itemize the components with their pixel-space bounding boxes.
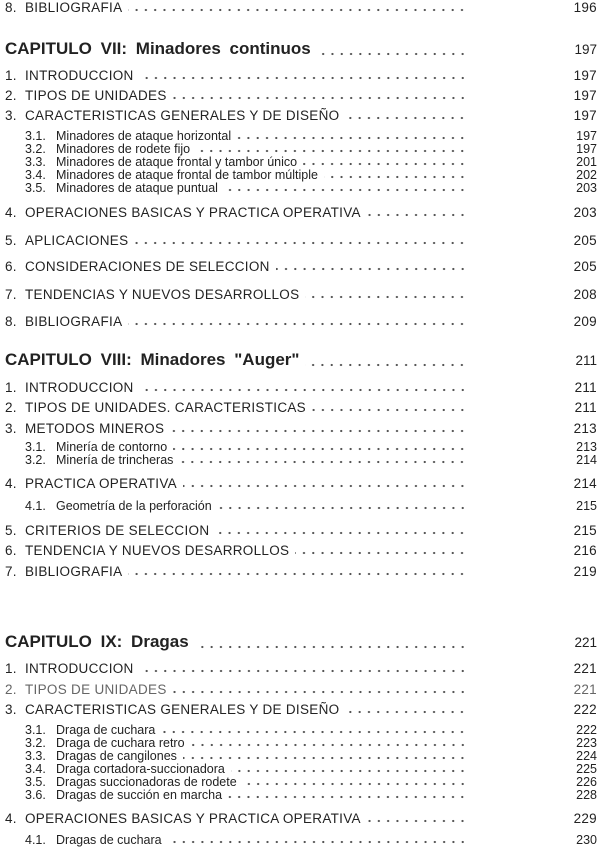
entry-title: Minadores de ataque frontal y tambor único — [56, 155, 298, 169]
dot-leader — [224, 188, 467, 192]
dot-leader — [295, 551, 467, 555]
page-number: 214 — [576, 453, 597, 467]
entry-number: 3.4. — [25, 168, 46, 182]
page-number: 226 — [576, 775, 597, 789]
page-number: 229 — [573, 811, 597, 826]
chapter-heading — [0, 632, 600, 652]
entry-number: 6. — [5, 259, 17, 274]
entry-title: PRACTICA OPERATIVA — [25, 476, 177, 491]
entry-title: OPERACIONES BASICAS Y PRACTICA OPERATIVA — [25, 205, 361, 220]
dot-leader — [195, 645, 467, 649]
entry-number: 3.2. — [25, 453, 46, 467]
toc-entry — [0, 476, 600, 491]
entry-number: 1. — [5, 68, 17, 83]
toc-entry — [0, 682, 600, 697]
dot-leader — [237, 136, 467, 140]
toc-entry — [0, 88, 600, 103]
page-number: 221 — [573, 661, 597, 676]
dot-leader — [303, 162, 467, 166]
page-number: 224 — [576, 749, 597, 763]
page-number: 211 — [575, 353, 597, 368]
entry-number: 5. — [5, 523, 17, 538]
entry-number: 5. — [5, 233, 17, 248]
entry-number: 1. — [5, 380, 17, 395]
toc-entry — [0, 661, 600, 676]
dot-leader — [231, 769, 467, 773]
entry-number: 3.2. — [25, 736, 46, 750]
dot-leader — [128, 322, 467, 326]
entry-number: 3.3. — [25, 749, 46, 763]
page-number: 216 — [573, 543, 597, 558]
page-number: 197 — [573, 88, 597, 103]
entry-title: Geometría de la perforación — [56, 499, 212, 513]
page-number: 197 — [573, 108, 597, 123]
page-number: 203 — [576, 181, 597, 195]
dot-leader — [305, 363, 467, 367]
entry-title: TIPOS DE UNIDADES — [25, 88, 167, 103]
toc-entry — [0, 811, 600, 826]
entry-title: CRITERIOS DE SELECCION — [25, 523, 210, 538]
page-number: 219 — [573, 564, 597, 579]
toc-entry — [0, 129, 600, 143]
toc-entry — [0, 108, 600, 123]
toc-entry — [0, 736, 600, 750]
dot-leader — [140, 388, 467, 392]
page-number: 209 — [573, 314, 597, 329]
entry-title: BIBLIOGRAFIA — [25, 0, 123, 15]
entry-title: CARACTERISTICAS GENERALES Y DE DISEÑO — [25, 702, 340, 717]
entry-title: Draga de cuchara — [56, 723, 156, 737]
page-number: 213 — [576, 440, 597, 454]
entry-title: INTRODUCCION — [25, 661, 134, 676]
entry-number: 3.5. — [25, 181, 46, 195]
page-number: 225 — [576, 762, 597, 776]
toc-entry — [0, 0, 600, 15]
page-number: 222 — [576, 723, 597, 737]
toc-entry — [0, 440, 600, 454]
dot-leader — [170, 429, 467, 433]
entry-number: 6. — [5, 543, 17, 558]
page-number: 197 — [576, 142, 597, 156]
toc-entry — [0, 155, 600, 169]
chapter-heading — [0, 39, 600, 59]
entry-title: Dragas succionadoras de rodete — [56, 775, 237, 789]
toc-entry — [0, 181, 600, 195]
entry-title: CAPITULO IX: Dragas — [5, 632, 189, 651]
dot-leader — [312, 408, 467, 412]
dot-leader — [367, 819, 467, 823]
page-number: 202 — [576, 168, 597, 182]
toc-entry — [0, 788, 600, 802]
dot-leader — [196, 149, 467, 153]
entry-title: Minadores de ataque puntual — [56, 181, 218, 195]
dot-leader — [161, 730, 467, 734]
entry-number: 3.6. — [25, 788, 46, 802]
toc-entry — [0, 380, 600, 395]
entry-title: Dragas de cangilones — [56, 749, 177, 763]
dot-leader — [317, 52, 467, 56]
chapter-heading — [0, 350, 600, 370]
toc-entry — [0, 723, 600, 737]
entry-title: TIPOS DE UNIDADES — [25, 682, 167, 697]
entry-number: 1. — [5, 661, 17, 676]
toc-entry — [0, 68, 600, 83]
dot-leader — [367, 213, 467, 217]
entry-title: CONSIDERACIONES DE SELECCION — [25, 259, 270, 274]
entry-number: 3.1. — [25, 440, 46, 454]
toc-entry — [0, 233, 600, 248]
page-number: 203 — [573, 205, 597, 220]
page-number: 211 — [574, 400, 597, 415]
entry-title: BIBLIOGRAFIA — [25, 314, 123, 329]
entry-number: 3.2. — [25, 142, 46, 156]
toc-entry — [0, 499, 600, 513]
dot-leader — [276, 267, 467, 271]
toc-entry — [0, 833, 600, 847]
dot-leader — [128, 8, 467, 12]
page-number: 214 — [573, 476, 597, 491]
entry-number: 3.4. — [25, 762, 46, 776]
page-number: 221 — [574, 635, 597, 650]
dot-leader — [168, 840, 467, 844]
toc-entry — [0, 564, 600, 579]
dot-leader — [173, 690, 467, 694]
entry-number: 2. — [5, 400, 17, 415]
page-number: 222 — [573, 702, 597, 717]
page-number: 197 — [574, 42, 597, 57]
page-number: 205 — [573, 259, 597, 274]
toc-entry — [0, 702, 600, 717]
entry-number: 2. — [5, 88, 17, 103]
entry-number: 3.1. — [25, 129, 46, 143]
entry-number: 4. — [5, 476, 17, 491]
entry-title: OPERACIONES BASICAS Y PRACTICA OPERATIVA — [25, 811, 361, 826]
entry-title: CAPITULO VIII: Minadores "Auger" — [5, 350, 300, 369]
entry-number: 4.1. — [25, 499, 46, 513]
entry-title: Minería de contorno — [56, 440, 168, 454]
entry-number: 3. — [5, 702, 17, 717]
entry-title: TIPOS DE UNIDADES. CARACTERISTICAS — [25, 400, 306, 415]
toc-entry — [0, 142, 600, 156]
entry-title: Draga cortadora-succionadora — [56, 762, 225, 776]
page-number: 201 — [576, 155, 597, 169]
entry-title: CAPITULO VII: Minadores continuos — [5, 39, 311, 58]
page-number: 213 — [573, 421, 597, 436]
toc-entry — [0, 314, 600, 329]
entry-number: 4.1. — [25, 833, 46, 847]
entry-number: 3.3. — [25, 155, 46, 169]
page-number: 230 — [576, 833, 597, 847]
toc-entry — [0, 762, 600, 776]
dot-leader — [183, 484, 467, 488]
dot-leader — [218, 506, 467, 510]
dot-leader — [215, 531, 467, 535]
page-number: 211 — [574, 380, 597, 395]
toc-entry — [0, 421, 600, 436]
dot-leader — [140, 76, 467, 80]
entry-number: 4. — [5, 205, 17, 220]
toc-entry — [0, 400, 600, 415]
toc-entry — [0, 287, 600, 302]
entry-number: 3.5. — [25, 775, 46, 789]
page-number: 223 — [576, 736, 597, 750]
entry-title: APLICACIONES — [25, 233, 129, 248]
toc-entry — [0, 259, 600, 274]
toc-entry — [0, 168, 600, 182]
entry-number: 8. — [5, 314, 17, 329]
toc-entry — [0, 205, 600, 220]
page-number: 215 — [573, 523, 597, 538]
page-number: 197 — [573, 68, 597, 83]
dot-leader — [345, 710, 467, 714]
page-number: 221 — [573, 682, 597, 697]
dot-leader — [305, 295, 467, 299]
entry-title: Minadores de ataque horizontal — [56, 129, 232, 143]
entry-title: Dragas de cuchara — [56, 833, 162, 847]
dot-leader — [345, 116, 467, 120]
dot-leader — [191, 743, 467, 747]
entry-number: 3.1. — [25, 723, 46, 737]
toc-entry — [0, 775, 600, 789]
entry-title: Dragas de succión en marcha — [56, 788, 223, 802]
page-number: 215 — [576, 499, 597, 513]
entry-number: 2. — [5, 682, 17, 697]
page-number: 197 — [576, 129, 597, 143]
entry-title: TENDENCIAS Y NUEVOS DESARROLLOS — [25, 287, 300, 302]
page-number: 205 — [573, 233, 597, 248]
page-number: 228 — [576, 788, 597, 802]
page-number: 208 — [573, 287, 597, 302]
dot-leader — [173, 96, 467, 100]
dot-leader — [128, 572, 467, 576]
dot-leader — [134, 241, 467, 245]
toc-entry — [0, 543, 600, 558]
entry-title: Minería de trincheras — [56, 453, 174, 467]
entry-number: 3. — [5, 108, 17, 123]
dot-leader — [179, 460, 467, 464]
entry-number: 7. — [5, 287, 17, 302]
dot-leader — [183, 756, 467, 760]
toc-entry — [0, 749, 600, 763]
entry-number: 7. — [5, 564, 17, 579]
entry-title: Draga de cuchara retro — [56, 736, 185, 750]
dot-leader — [173, 447, 467, 451]
dot-leader — [140, 669, 467, 673]
entry-title: TENDENCIA Y NUEVOS DESARROLLOS — [25, 543, 290, 558]
dot-leader — [228, 795, 467, 799]
entry-title: Minadores de rodete fijo — [56, 142, 191, 156]
entry-number: 8. — [5, 0, 17, 15]
dot-leader — [243, 782, 467, 786]
entry-title: Minadores de ataque frontal de tambor múltiple — [56, 168, 318, 182]
dot-leader — [324, 175, 467, 179]
toc-entry — [0, 523, 600, 538]
entry-number: 4. — [5, 811, 17, 826]
toc-entry — [0, 453, 600, 467]
page-number: 196 — [573, 0, 597, 15]
entry-title: METODOS MINEROS — [25, 421, 165, 436]
entry-title: INTRODUCCION — [25, 380, 134, 395]
entry-title: INTRODUCCION — [25, 68, 134, 83]
entry-title: CARACTERISTICAS GENERALES Y DE DISEÑO — [25, 108, 340, 123]
entry-number: 3. — [5, 421, 17, 436]
entry-title: BIBLIOGRAFIA — [25, 564, 123, 579]
